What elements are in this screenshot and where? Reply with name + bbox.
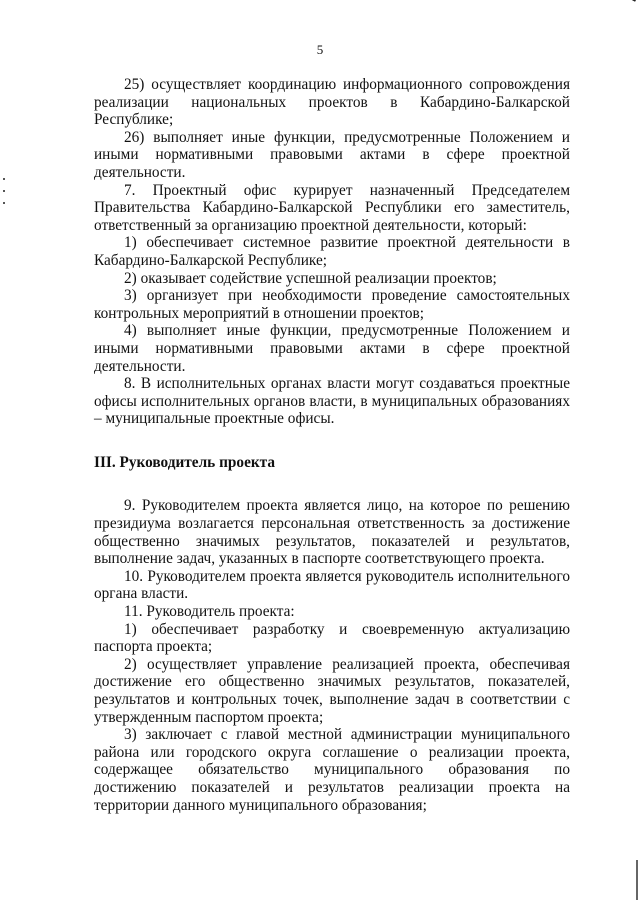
scan-artifact-dot bbox=[3, 202, 5, 204]
paragraph-11-item-1: 1) обеспечивает разработку и своевременную актуализацию паспорта проекта; bbox=[94, 620, 570, 656]
paragraph-7-item-4: 4) выполняет иные функции, предусмотренные Положением и иными нормативными правовыми актами в сфере проектной деятельности. bbox=[94, 322, 570, 375]
scan-artifact-dot bbox=[3, 190, 5, 192]
scan-artifact-edge bbox=[636, 860, 638, 900]
paragraph-7-item-3: 3) организует при необходимости проведение самостоятельных контрольных мероприятий в отношении проектов; bbox=[94, 287, 570, 322]
section-heading: III. Руководитель проекта bbox=[94, 453, 276, 471]
paragraph-9: 9. Руководителем проекта является лицо, на которое по решению президиума возлагается персональная ответственность за достижение общественно значимых результатов, показателей и результатов, выполнение задач, указанных в паспорте соответствующего проекта. bbox=[94, 497, 570, 568]
paragraph-7-item-2: 2) оказывает содействие успешной реализации проектов; bbox=[124, 269, 497, 287]
scan-artifact-dot bbox=[3, 178, 5, 180]
paragraph-26: 26) выполняет иные функции, предусмотренные Положением и иными нормативными правовыми актами в сфере проектной деятельности. bbox=[94, 128, 570, 181]
document-body bbox=[94, 76, 570, 814]
paragraph-11-item-3: 3) заключает с главой местной администрации муниципального района или городского округа соглашение о реализации проекта, содержащее обязательство муниципального образования по достижению показателей и результатов реализации проекта на территории данного муниципального образования; bbox=[94, 726, 570, 814]
scan-artifact-mark bbox=[621, 0, 636, 2]
paragraph-10: 10. Руководителем проекта является руководитель исполнительного органа власти. bbox=[94, 567, 570, 603]
paragraph-11-item-2: 2) осуществляет управление реализацией проекта, обеспечивая достижение его общественно значимых результатов, показателей, результатов и контрольных точек, выполнение задач в соответствии с утвержденным паспортом проекта; bbox=[94, 655, 570, 726]
page-number: 5 bbox=[316, 42, 324, 57]
paragraph-8: 8. В исполнительных органах власти могут создаваться проектные офисы исполнительных органов власти, в муниципальных образованиях – муниципальные проектные офисы. bbox=[94, 375, 570, 428]
paragraph-7-item-1: 1) обеспечивает системное развитие проектной деятельности в Кабардино-Балкарской Республике; bbox=[94, 234, 570, 269]
paragraph-7: 7. Проектный офис курирует назначенный Председателем Правительства Кабардино-Балкарской Республики его заместитель, ответственный за организацию проектной деятельности, который: bbox=[94, 181, 570, 234]
paragraph-11: 11. Руководитель проекта: bbox=[124, 603, 295, 621]
paragraph-25: 25) осуществляет координацию информационного сопровождения реализации национальных проектов в Кабардино-Балкарской Республике; bbox=[94, 76, 570, 129]
